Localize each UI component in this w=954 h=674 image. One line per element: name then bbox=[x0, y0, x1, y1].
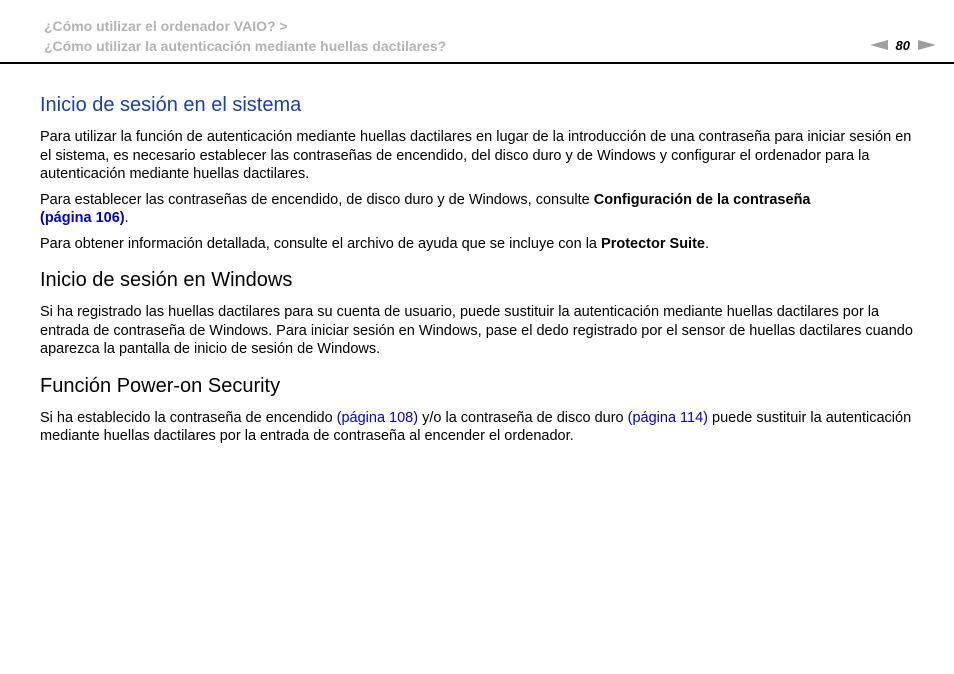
next-page-icon[interactable] bbox=[918, 40, 936, 50]
section-title-windows-login: Inicio de sesión en Windows bbox=[40, 269, 293, 291]
paragraph bbox=[40, 409, 920, 446]
paragraph bbox=[40, 235, 920, 254]
section-title-system-login: Inicio de sesión en el sistema bbox=[40, 94, 302, 116]
link-page-106[interactable]: (página 106) bbox=[40, 210, 125, 226]
bold-reference: Protector Suite bbox=[601, 235, 705, 252]
breadcrumb-line-2[interactable]: ¿Cómo utilizar la autenticación mediante huellas dactilares? bbox=[44, 38, 447, 54]
paragraph: Si ha registrado las huellas dactilares para su cuenta de usuario, puede sustituir la autenticación mediante huellas dactilares por la entrada de contraseña de Windows. Para iniciar sesión en Windows, pase el dedo registrado por el sensor de huellas dactilares cuando aparezca la pantalla de inicio de sesión de Windows. bbox=[40, 304, 913, 357]
text: Para obtener información detallada, consulte el archivo de ayuda que se incluye con la bbox=[40, 235, 602, 252]
page-header bbox=[0, 0, 954, 64]
document-body bbox=[40, 90, 920, 453]
section-title-power-on-security: Función Power-on Security bbox=[40, 374, 281, 397]
text: Si ha establecido la contraseña de encendido bbox=[40, 409, 337, 426]
link-page-114[interactable]: (página 114) bbox=[627, 409, 709, 426]
bold-reference: Configuración de la contraseña bbox=[593, 191, 811, 208]
breadcrumb bbox=[44, 16, 446, 56]
text: . bbox=[124, 210, 129, 226]
page-number: 80 bbox=[895, 37, 910, 53]
header-divider bbox=[0, 62, 954, 64]
paragraph bbox=[40, 191, 920, 228]
text: Para establecer las contraseñas de encendido, de disco duro y de Windows, consulte bbox=[40, 191, 594, 208]
paragraph: Para utilizar la función de autenticación mediante huellas dactilares en lugar de la introducción de una contraseña para iniciar sesión en el sistema, es necesario establecer las contraseñas de encendido, del disco duro y de Windows y configurar el ordenador para la autenticación mediante huellas dactilares. bbox=[40, 129, 912, 182]
text: y/o la contraseña de disco duro bbox=[418, 409, 628, 426]
text: puede sustituir la autenticación mediante huellas dactilares por la entrada de contraseña al encender el ordenador. bbox=[40, 409, 912, 444]
link-page-108[interactable]: (página 108) bbox=[336, 409, 419, 426]
page-navigator bbox=[870, 37, 936, 53]
breadcrumb-line-1[interactable]: ¿Cómo utilizar el ordenador VAIO? > bbox=[44, 18, 288, 34]
previous-page-icon[interactable] bbox=[870, 40, 888, 50]
text: . bbox=[704, 235, 709, 252]
